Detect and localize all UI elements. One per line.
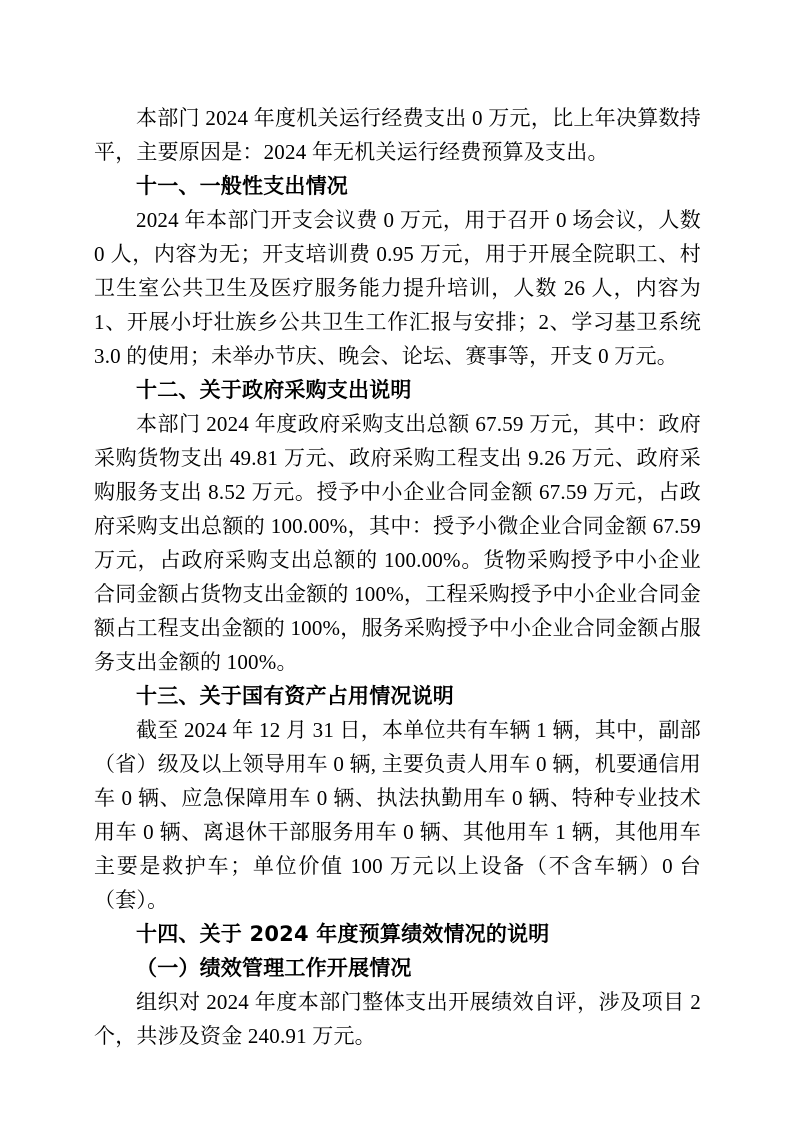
paragraph-state-assets-detail: 截至 2024 年 12 月 31 日，本单位共有车辆 1 辆，其中，副部（省）级及以上领导用车 0 辆, 主要负责人用车 0 辆，机要通信用车 0 辆、应急保障用车 0 辆、执法执勤用车 0 辆、特种专业技术用车 0 辆、离退休干部服务用车 0 辆、其他用车 1 辆，其他用车主要是救护车；单位价值 100 万元以上设备（不含车辆）0 台（套）。 xyxy=(94,718,701,912)
paragraph-performance-self-evaluation: 组织对 2024 年度本部门整体支出开展绩效自评，涉及项目 2 个，共涉及资金 240.91 万元。 xyxy=(94,990,701,1048)
paragraph-general-expenditure-detail: 2024 年本部门开支会议费 0 万元，用于召开 0 场会议，人数 0 人，内容为无；开支培训费 0.95 万元，用于开展全院职工、村卫生室公共卫生及医疗服务能力提升培训，人数 26 人，内容为 1、开展小圩壮族乡公共卫生工作汇报与安排；2、学习基卫系统 3.0 的使用；未举办节庆、晚会、论坛、赛事等，开支 0 万元。 xyxy=(94,208,701,368)
heading-section-14-budget-performance: 十四、关于 2024 年度预算绩效情况的说明 xyxy=(136,922,550,946)
document-content xyxy=(94,101,701,1053)
heading-section-11-general-expenditure: 十一、一般性支出情况 xyxy=(136,174,348,198)
heading-section-13-state-assets: 十三、关于国有资产占用情况说明 xyxy=(136,684,454,708)
paragraph-operating-expense: 本部门 2024 年度机关运行经费支出 0 万元，比上年决算数持平，主要原因是：2024 年无机关运行经费预算及支出。 xyxy=(94,106,701,164)
subheading-performance-management: （一）绩效管理工作开展情况 xyxy=(136,956,412,980)
paragraph-government-procurement-detail: 本部门 2024 年度政府采购支出总额 67.59 万元，其中：政府采购货物支出 49.81 万元、政府采购工程支出 9.26 万元、政府采购服务支出 8.52 万元。授予中小企业合同金额 67.59 万元，占政府采购支出总额的 100.00%，其中：授予小微企业合同金额 67.59 万元，占政府采购支出总额的 100.00%。货物采购授予中小企业合同金额占货物支出金额的 100%，工程采购授予中小企业合同金额占工程支出金额的 100%，服务采购授予中小企业合同金额占服务支出金额的 100%。 xyxy=(94,412,701,674)
heading-section-12-government-procurement: 十二、关于政府采购支出说明 xyxy=(136,378,412,402)
